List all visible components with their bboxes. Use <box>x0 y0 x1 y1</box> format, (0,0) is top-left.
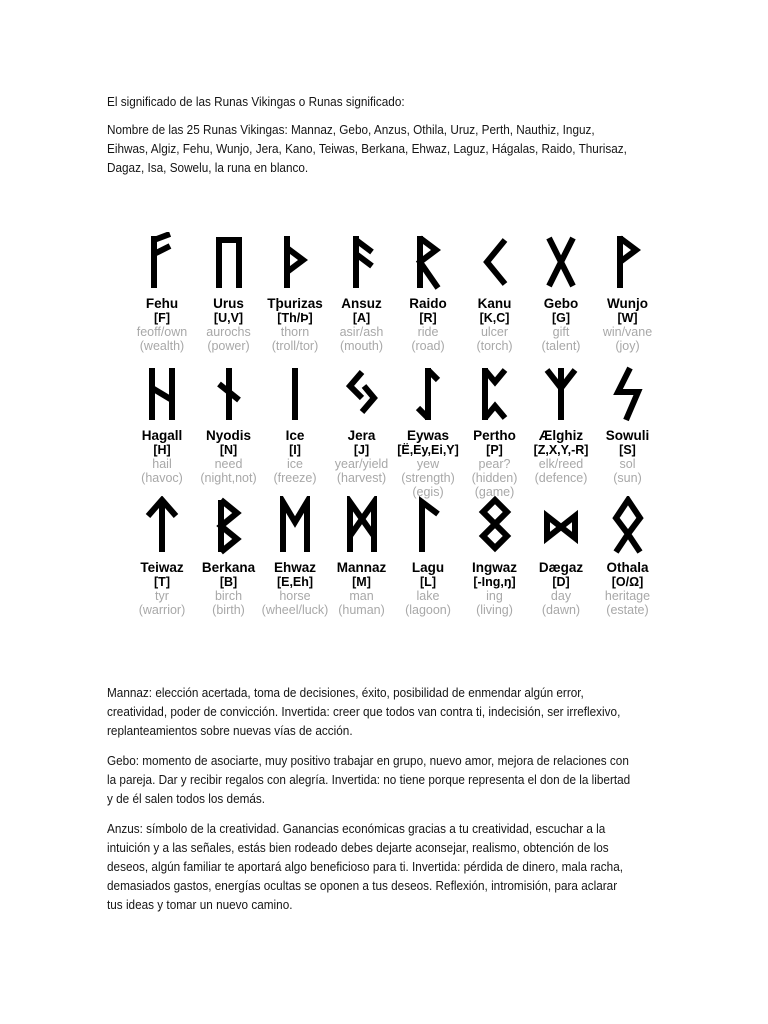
nyodis-rune-icon <box>209 364 249 424</box>
rune-name: Dægaz <box>538 560 584 575</box>
rune-sound: [J] <box>353 443 370 457</box>
hagall-rune-icon <box>142 364 182 424</box>
rune-name: Ice <box>285 428 305 443</box>
document-title <box>107 93 633 112</box>
rune-sound: [T] <box>154 575 170 589</box>
rune-sound: [-Ing,ŋ] <box>473 575 516 589</box>
teiwaz-rune-icon <box>142 496 182 556</box>
rune-symbolism: (road) <box>411 339 445 353</box>
rune-symbolism: (havoc) <box>141 471 183 485</box>
rune-name: Sowuli <box>605 428 650 443</box>
rune-meaning: yew <box>416 457 440 471</box>
rune-meaning: year/yield <box>334 457 389 471</box>
rune-name: Fehu <box>145 296 179 311</box>
rune-sound: [A] <box>352 311 371 325</box>
rune-sound: [F] <box>154 311 170 325</box>
rune-name: Nyodis <box>205 428 251 443</box>
rune-meaning: thorn <box>280 325 310 339</box>
rune-meaning: birch <box>214 589 243 603</box>
rune-symbolism: (strength) <box>401 471 455 485</box>
rune-sound: [Th/Þ] <box>277 311 313 325</box>
rune-sound: [K,C] <box>479 311 510 325</box>
sowuli-rune-icon <box>608 364 648 424</box>
rune-symbolism: (wealth) <box>139 339 185 353</box>
othala-rune-icon <box>608 496 648 556</box>
rune-sound: [I] <box>289 443 301 457</box>
rune-name: Urus <box>213 296 244 311</box>
rune-sound: [Ë,Ey,Ei,Y] <box>397 443 459 457</box>
rune-meaning: win/vane <box>602 325 653 339</box>
rune-meaning: lake <box>416 589 440 603</box>
paragraph-mannaz <box>107 684 633 741</box>
rune-meaning: heritage <box>604 589 651 603</box>
paragraph-text: Anzus: símbolo de la creatividad. Ganancias económicas gracias a tu creatividad, escuchar a la intuición y a las señales, estás bien rodeado debes dejarte aconsejar, realismo, obtención de los deseos, algún familiar te aportará algo beneficioso para ti. Invertida: pérdida de dinero, mala racha, demasiados gastos, energías ocultas se oponen a tus deseos. Reflexión, intromisión, para aclarar tus ideas y tomar un nuevo camino. <box>107 822 624 912</box>
paragraph-gebo <box>107 752 633 809</box>
rune-symbolism: (mouth) <box>339 339 384 353</box>
daegaz-rune-icon <box>541 496 581 556</box>
lagu-rune-icon <box>408 496 448 556</box>
gebo-rune-icon <box>541 232 581 292</box>
rune-cell <box>588 232 668 353</box>
rune-name: Pertho <box>473 428 516 443</box>
rune-row <box>122 496 651 626</box>
ice-rune-icon <box>275 364 315 424</box>
rune-meaning: day <box>550 589 572 603</box>
rune-name: Tþurizas <box>267 296 323 311</box>
rune-symbolism: (harvest) <box>336 471 387 485</box>
rune-meaning: hail <box>152 457 172 471</box>
rune-meaning: sol <box>619 457 636 471</box>
rune-symbolism: (defence) <box>534 471 588 485</box>
rune-name: Mannaz <box>336 560 387 575</box>
eywas-rune-icon <box>408 364 448 424</box>
aelghiz-rune-icon <box>541 364 581 424</box>
title-text: El significado de las Runas Vikingas o Runas significado: <box>107 95 405 109</box>
rune-cell <box>588 496 668 617</box>
rune-meaning: ride <box>417 325 439 339</box>
rune-name: Ansuz <box>341 296 382 311</box>
rune-symbolism: (power) <box>207 339 250 353</box>
jera-rune-icon <box>342 364 382 424</box>
rune-symbolism: (estate) <box>606 603 649 617</box>
paragraph-text: Mannaz: elección acertada, toma de decisiones, éxito, posibilidad de enmendar algún error, creatividad, poder de convicción. Invertida: creer que todos van contra ti, indecisión, ser irreflexivo, replanteamientos sobre nuevas vías de acción. <box>107 686 621 738</box>
rune-symbolism: (freeze) <box>273 471 317 485</box>
ehwaz-rune-icon <box>275 496 315 556</box>
rune-meaning: feoff/own <box>136 325 188 339</box>
rune-symbolism: (wheel/luck) <box>261 603 329 617</box>
kanu-rune-icon <box>475 232 515 292</box>
rune-name: Lagu <box>411 560 445 575</box>
rune-name: Teiwaz <box>140 560 184 575</box>
rune-meaning: elk/reed <box>538 457 584 471</box>
rune-sound: [N] <box>219 443 238 457</box>
rune-symbolism: (dawn) <box>541 603 581 617</box>
rune-meaning: gift <box>552 325 570 339</box>
paragraph-anzus <box>107 820 633 915</box>
rune-name: Ælghiz <box>538 428 584 443</box>
rune-sound: [W] <box>617 311 638 325</box>
rune-meaning: horse <box>279 589 311 603</box>
rune-meaning: man <box>349 589 374 603</box>
berkana-rune-icon <box>209 496 249 556</box>
rune-name: Hagall <box>141 428 183 443</box>
rune-sound: [R] <box>419 311 437 325</box>
rune-symbolism: (joy) <box>615 339 640 353</box>
rune-sound: [S] <box>619 443 636 457</box>
rune-names-intro <box>107 121 633 178</box>
rune-name: Kanu <box>477 296 512 311</box>
rune-meaning: aurochs <box>206 325 251 339</box>
rune-meaning: ing <box>486 589 503 603</box>
rune-row <box>122 364 650 499</box>
rune-sound: [M] <box>352 575 371 589</box>
rune-name: Ingwaz <box>471 560 517 575</box>
rune-sound: [E,Eh] <box>276 575 314 589</box>
rune-meaning: pear? <box>478 457 511 471</box>
rune-symbolism: (troll/tor) <box>271 339 319 353</box>
rune-symbolism: (hidden) <box>471 471 518 485</box>
rune-symbolism: (living) <box>476 603 513 617</box>
rune-sound: [L] <box>420 575 436 589</box>
rune-name: Jera <box>347 428 376 443</box>
rune-sound: [H] <box>153 443 171 457</box>
rune-symbolism-extra: (egis) <box>412 485 444 499</box>
urus-rune-icon <box>209 232 249 292</box>
rune-name: Gebo <box>543 296 579 311</box>
rune-meaning: ice <box>287 457 303 471</box>
paragraph-text: Gebo: momento de asociarte, muy positivo trabajar en grupo, nuevo amor, mejora de relaciones con la pareja. Dar y recibir regalos con alegría. Invertida: no tiene porque representa el don de la libertad y de él salen todos los demás. <box>107 754 631 806</box>
rune-cell <box>588 364 668 485</box>
rune-sound: [G] <box>551 311 571 325</box>
rune-sound: [P] <box>486 443 503 457</box>
rune-symbolism: (talent) <box>541 339 581 353</box>
rune-symbolism: (sun) <box>613 471 642 485</box>
rune-meaning: asir/ash <box>339 325 384 339</box>
rune-name: Ehwaz <box>273 560 316 575</box>
names-intro-text: Nombre de las 25 Runas Vikingas: Mannaz, Gebo, Anzus, Othila, Uruz, Perth, Nauthiz, Inguz, Eihwas, Algiz, Fehu, Wunjo, Jera, Kano, Teiwas, Berkana, Ehwaz, Laguz, Hágalas, Raido, Thurisaz, Dagaz, Isa, Sowelu, la runa en blanco. <box>107 123 627 175</box>
wunjo-rune-icon <box>608 232 648 292</box>
rune-name: Raido <box>409 296 447 311</box>
rune-symbolism: (birth) <box>212 603 245 617</box>
thurizas-rune-icon <box>275 232 315 292</box>
rune-name: Wunjo <box>607 296 648 311</box>
rune-sound: [U,V] <box>213 311 244 325</box>
rune-meaning: ulcer <box>480 325 509 339</box>
rune-row <box>122 232 653 362</box>
rune-symbolism: (human) <box>338 603 385 617</box>
rune-name: Eywas <box>406 428 450 443</box>
rune-name: Berkana <box>201 560 256 575</box>
rune-symbolism: (warrior) <box>138 603 186 617</box>
ansuz-rune-icon <box>342 232 382 292</box>
rune-meaning: need <box>214 457 243 471</box>
rune-sound: [D] <box>552 575 570 589</box>
ingwaz-rune-icon <box>475 496 515 556</box>
rune-sound: [O/Ω] <box>611 575 644 589</box>
rune-sound: [B] <box>219 575 238 589</box>
rune-symbolism-extra: (game) <box>474 485 515 499</box>
fehu-rune-icon <box>142 232 182 292</box>
rune-sound: [Z,X,Y,-R] <box>533 443 589 457</box>
raido-rune-icon <box>408 232 448 292</box>
rune-symbolism: (lagoon) <box>405 603 451 617</box>
pertho-rune-icon <box>475 364 515 424</box>
rune-name: Othala <box>606 560 649 575</box>
rune-meaning: tyr <box>155 589 169 603</box>
rune-symbolism: (torch) <box>476 339 513 353</box>
mannaz-rune-icon <box>342 496 382 556</box>
rune-symbolism: (night,not) <box>200 471 257 485</box>
